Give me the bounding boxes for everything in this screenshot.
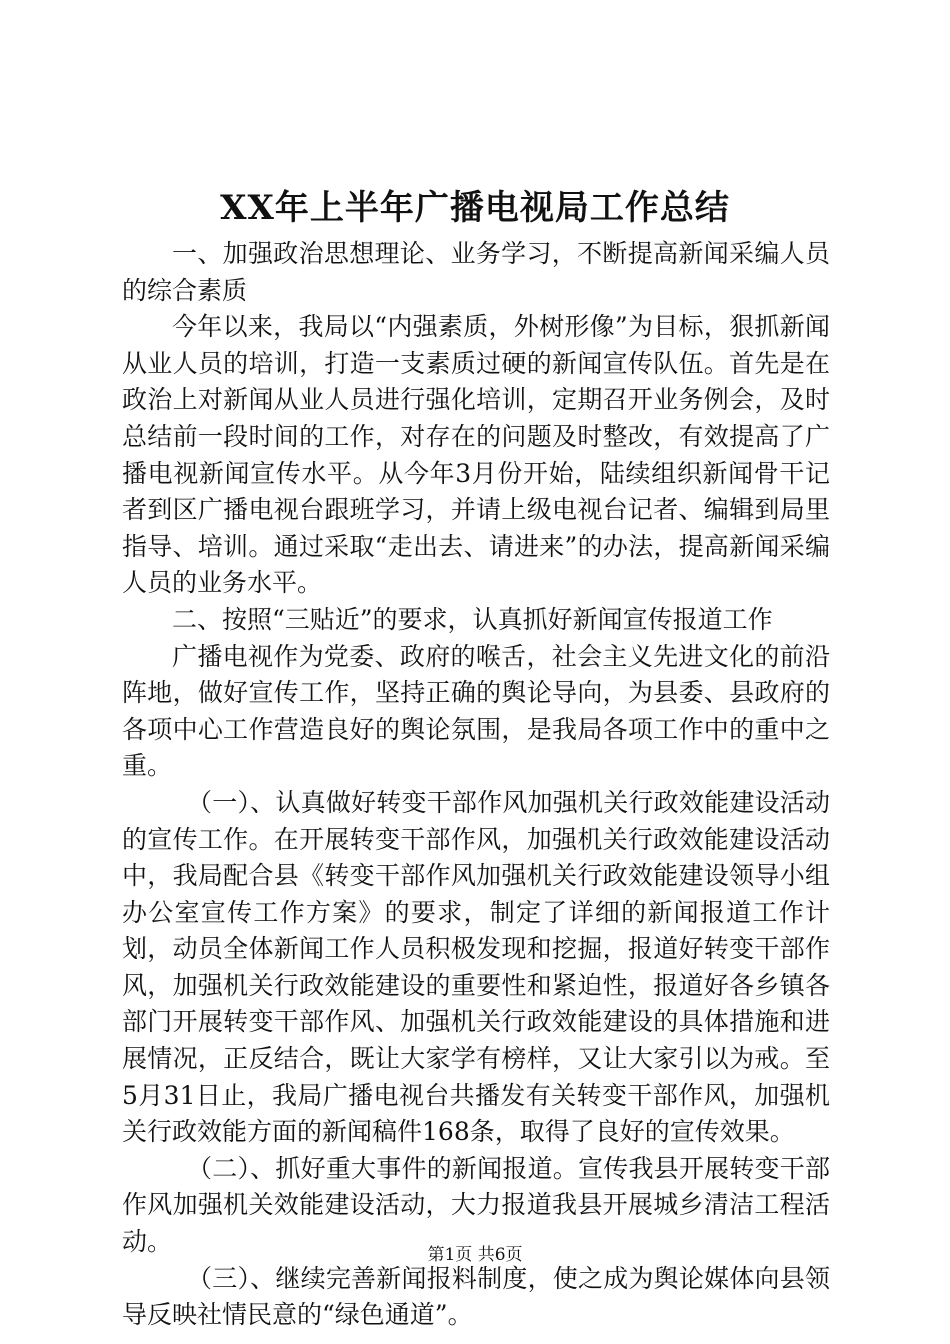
section-heading-1: 一、加强政治思想理论、业务学习，不断提高新闻采编人员的综合素质: [122, 239, 830, 305]
document-body: [122, 236, 830, 1334]
paragraph-item-1: （一）、认真做好转变干部作风加强机关行政效能建设活动的宣传工作。在开展转变干部作风，加强机关行政效能建设活动中，我局配合县《转变干部作风加强机关行政效能建设领导小组办公室宣传工作方案》的要求，制定了详细的新闻报道工作计划，动员全体新闻工作人员积极发现和挖掘，报道好转变干部作风，加强机关行政效能建设的重要性和紧迫性，报道好各乡镇各部门开展转变干部作风、加强机关行政效能建设的具体措施和进展情况，正反结合，既让大家学有榜样，又让大家引以为戒。至5月31日止，我局广播电视台共播发有关转变干部作风，加强机关行政效能方面的新闻稿件168条，取得了良好的宣传效果。: [122, 787, 830, 1147]
paragraph-training: 今年以来，我局以“内强素质，外树形像”为目标，狠抓新闻从业人员的培训，打造一支素质过硬的新闻宣传队伍。首先是在政治上对新闻从业人员进行强化培训，定期召开业务例会，及时总结前一段时间的工作，对存在的问题及时整改，有效提高了广播电视新闻宣传水平。从今年3月份开始，陆续组织新闻骨干记者到区广播电视台跟班学习，并请上级电视台记者、编辑到局里指导、培训。通过采取“走出去、请进来”的办法，提高新闻采编人员的业务水平。: [122, 312, 830, 598]
paragraph-item-2: （二）、抓好重大事件的新闻报道。宣传我县开展转变干部作风加强机关效能建设活动，大力报道我县开展城乡清洁工程活动。: [122, 1153, 830, 1257]
paragraph-broadcast-role: 广播电视作为党委、政府的喉舌，社会主义先进文化的前沿阵地，做好宣传工作，坚持正确的舆论导向，为县委、县政府的各项中心工作营造良好的舆论氛围，是我局各项工作中的重中之重。: [122, 641, 830, 781]
document-title: XX年上半年广播电视局工作总结: [220, 188, 730, 228]
section-heading-2: 二、按照“三贴近”的要求，认真抓好新闻宣传报道工作: [172, 604, 773, 634]
page-number-footer: 第1页 共6页: [427, 1245, 523, 1265]
paragraph-item-3: （三）、继续完善新闻报料制度，使之成为舆论媒体向县领导反映社情民意的“绿色通道”。: [122, 1263, 830, 1330]
